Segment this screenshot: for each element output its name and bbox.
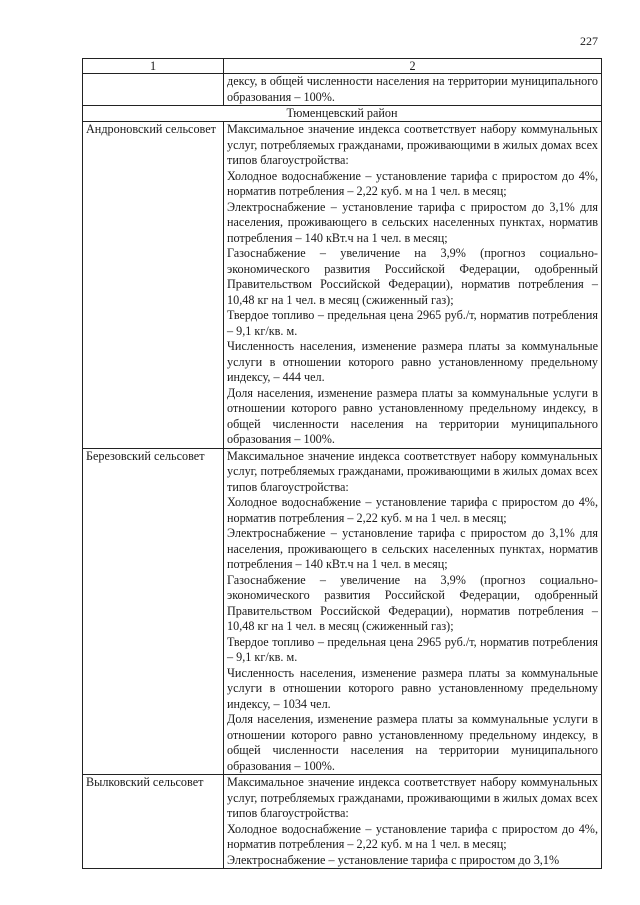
continuation-text: дексу, в общей численности населения на территории муниципального образования – 100%. — [224, 74, 602, 106]
paragraph: Твердое топливо – предельная цена 2965 руб./т, норматив потребления – 9,1 кг/кв. м. — [227, 308, 598, 338]
paragraph: Численность населения, изменение размера платы за коммунальные услуги в отношении которого равно установленному предельному индексу, – 1034 чел. — [227, 665, 598, 711]
continuation-name-cell — [83, 74, 224, 106]
continuation-row — [83, 74, 602, 106]
paragraph: Электроснабжение – установление тарифа с приростом до 3,1% для населения, проживающего в сельских населенных пунктах, норматив потребления – 140 кВт.ч на 1 чел. в месяц; — [227, 199, 598, 245]
paragraph: Доля населения, изменение размера платы за коммунальные услуги в отношении которого равно установленному предельному индексу, в общей численности населения на территории муниципального образования – 100%. — [227, 385, 598, 446]
municipality-name: Березовский сельсовет — [83, 448, 224, 775]
page-number: 227 — [580, 34, 598, 48]
paragraph: Холодное водоснабжение – установление тарифа с приростом до 4%, норматив потребления – 2,22 куб. м на 1 чел. в месяц; — [227, 821, 598, 851]
table-row — [83, 122, 602, 449]
municipality-name: Вылковский сельсовет — [83, 775, 224, 869]
paragraph: Максимальное значение индекса соответствует набору коммунальных услуг, потребляемых гражданами, проживающими в жилых домах всех типов благоустройства: — [227, 122, 598, 167]
table-header-row — [83, 59, 602, 74]
table-row — [83, 775, 602, 869]
paragraph: Максимальное значение индекса соответствует набору коммунальных услуг, потребляемых гражданами, проживающими в жилых домах всех типов благоустройства: — [227, 448, 598, 494]
paragraph: Газоснабжение – увеличение на 3,9% (прогноз социально-экономического развития Российской Федерации, одобренный Правительством Российской Федерации), норматив потребления – 10,48 кг на 1 чел. в месяц (сжиженный газ); — [227, 246, 598, 307]
municipality-description — [224, 122, 602, 449]
paragraph: Холодное водоснабжение – установление тарифа с приростом до 4%, норматив потребления – 2,22 куб. м на 1 чел. в месяц; — [227, 495, 598, 525]
column-header-1: 1 — [83, 59, 224, 74]
paragraph: Твердое топливо – предельная цена 2965 руб./т, норматив потребления – 9,1 кг/кв. м. — [227, 634, 598, 664]
column-header-2: 2 — [224, 59, 602, 74]
region-title: Тюменцевский район — [83, 106, 602, 122]
paragraph: Максимальное значение индекса соответствует набору коммунальных услуг, потребляемых гражданами, проживающими в жилых домах всех типов благоустройства: — [227, 775, 598, 820]
paragraph: Холодное водоснабжение – установление тарифа с приростом до 4%, норматив потребления – 2,22 куб. м на 1 чел. в месяц; — [227, 168, 598, 198]
paragraph: Газоснабжение – увеличение на 3,9% (прогноз социально-экономического развития Российской Федерации, одобренный Правительством Российской Федерации), норматив потребления – 10,48 кг на 1 чел. в месяц (сжиженный газ); — [227, 572, 598, 633]
municipality-description — [224, 448, 602, 775]
table-row — [83, 448, 602, 775]
paragraph: Численность населения, изменение размера платы за коммунальные услуги в отношении которого равно установленному предельному индексу, – 444 чел. — [227, 339, 598, 384]
paragraph: Доля населения, изменение размера платы за коммунальные услуги в отношении которого равно установленному предельному индексу, в общей численности населения на территории муниципального образования – 100%. — [227, 712, 598, 773]
municipality-name: Андроновский сельсовет — [83, 122, 224, 449]
municipal-index-table — [82, 58, 602, 869]
region-row — [83, 106, 602, 122]
paragraph: Электроснабжение – установление тарифа с приростом до 3,1% для населения, проживающего в сельских населенных пунктах, норматив потребления – 140 кВт.ч на 1 чел. в месяц; — [227, 526, 598, 571]
municipality-description — [224, 775, 602, 869]
paragraph: Электроснабжение – установление тарифа с приростом до 3,1% — [227, 852, 560, 867]
